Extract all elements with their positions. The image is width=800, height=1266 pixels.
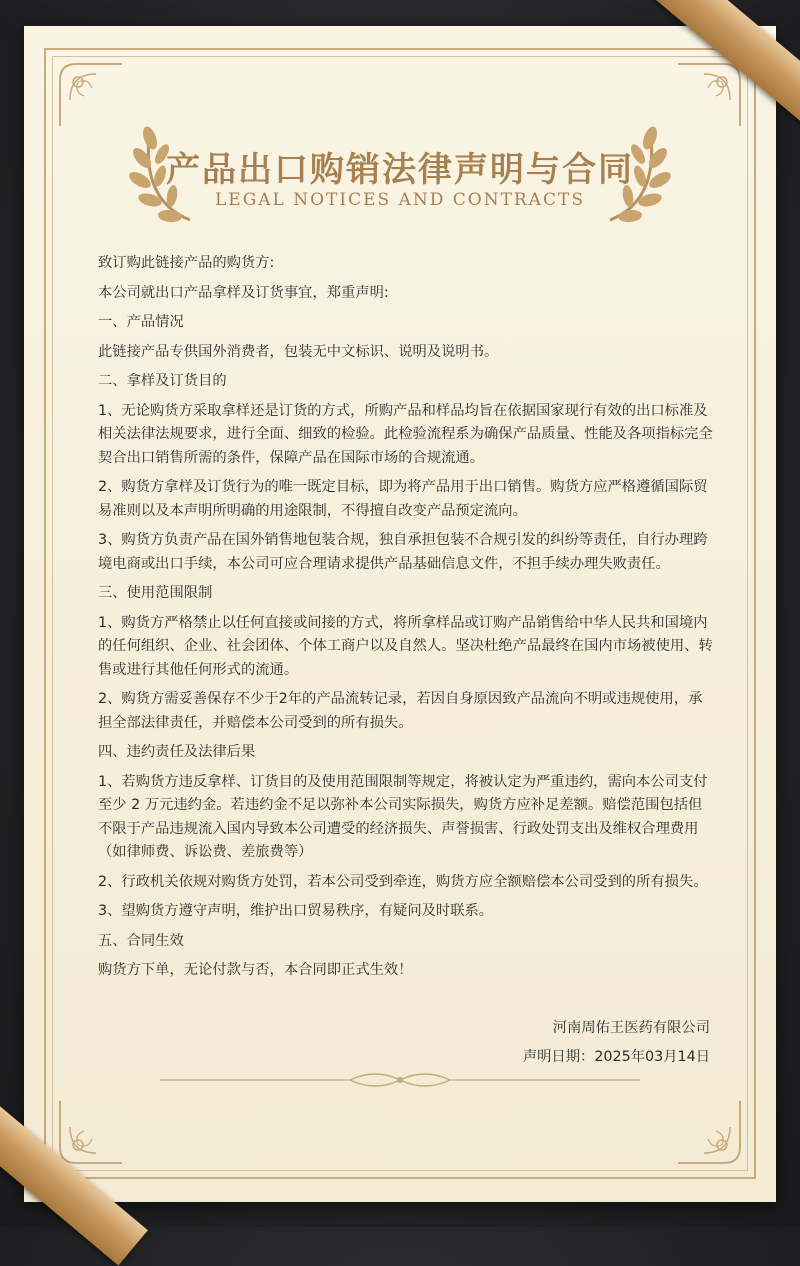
greeting: 致订购此链接产品的购货方:	[98, 255, 275, 271]
corner-ornament-icon	[674, 60, 744, 130]
paragraph: 2、购货方拿样及订货行为的唯一既定目标，即为将产品用于出口销售。购货方应严格遵循国际贸易准则以及本声明所明确的用途限制，不得擅自改变产品预定流向。	[98, 479, 708, 519]
paragraph: 此链接产品专供国外消费者，包装无中文标识、说明及说明书。	[98, 343, 499, 360]
declaration-date: 声明日期：2025年03月14日	[522, 1049, 710, 1065]
corner-ornament-icon	[674, 1097, 744, 1167]
document-subtitle: LEGAL NOTICES AND CONTRACTS	[215, 190, 585, 210]
company-name: 河南周佑王医药有限公司	[552, 1020, 710, 1036]
intro: 本公司就出口产品拿样及订货事宜，郑重声明:	[98, 284, 389, 301]
divider-ornament-icon	[160, 1068, 640, 1092]
paragraph: 1、无论购货方采取拿样还是订货的方式，所购产品和样品均旨在依据国家现行有效的出口标准及相关法律法规要求，进行全面、细致的检验。此检验流程系为确保产品质量、性能及各项指标完全契合出口销售所需的条件，保障产品在国际市场的合规流通。	[98, 402, 713, 466]
section-heading: 一、产品情况	[98, 314, 184, 330]
paragraph: 1、若购货方违反拿样、订货目的及使用范围限制等规定，将被认定为严重违约，需向本公司支付至少 2 万元违约金。若违约金不足以弥补本公司实际损失，购货方应补足差额。赔偿范围包括但不限于产品违规流入国内导致本公司遭受的经济损失、声誉损害、行政处罚支出及维权合理费用（如律师费、诉讼费、差旅费等）	[98, 773, 708, 860]
signature-block	[523, 1014, 710, 1072]
section-heading: 五、合同生效	[98, 932, 184, 949]
paragraph: 1、购货方严格禁止以任何直接或间接的方式，将所拿样品或订购产品销售给中华人民共和国境内的任何组织、企业、社会团体、个体工商户以及自然人。坚决杜绝产品最终在国内市场被使用、转售或进行其他任何形式的流通。	[98, 614, 713, 678]
document-body	[98, 252, 716, 989]
paragraph: 2、行政机关依规对购货方处罚，若本公司受到牵连，购货方应全额赔偿本公司受到的所有损失。	[98, 873, 708, 890]
paragraph: 3、望购货方遵守声明，维护出口贸易秩序，有疑问及时联系。	[98, 903, 494, 919]
paragraph: 3、购货方负责产品在国外销售地包装合规，独自承担包装不合规引发的纠纷等责任，自行办理跨境电商或出口手续，本公司可应合理请求提供产品基础信息文件，不担手续办理失败责任。	[98, 532, 708, 572]
document-title: 产品出口购销法律声明与合同	[166, 150, 634, 190]
section-heading: 三、使用范围限制	[98, 585, 213, 601]
corner-ornament-icon	[56, 1097, 126, 1167]
paragraph: 购货方下单，无论付款与否，本合同即正式生效！	[98, 962, 413, 978]
corner-ornament-icon	[56, 60, 126, 130]
section-heading: 四、违约责任及法律后果	[98, 744, 256, 760]
section-heading: 二、拿样及订货目的	[98, 373, 227, 389]
paragraph: 2、购货方需妥善保存不少于2年的产品流转记录，若因自身原因致产品流向不明或违规使用，承担全部法律责任，并赔偿本公司受到的所有损失。	[98, 691, 703, 731]
